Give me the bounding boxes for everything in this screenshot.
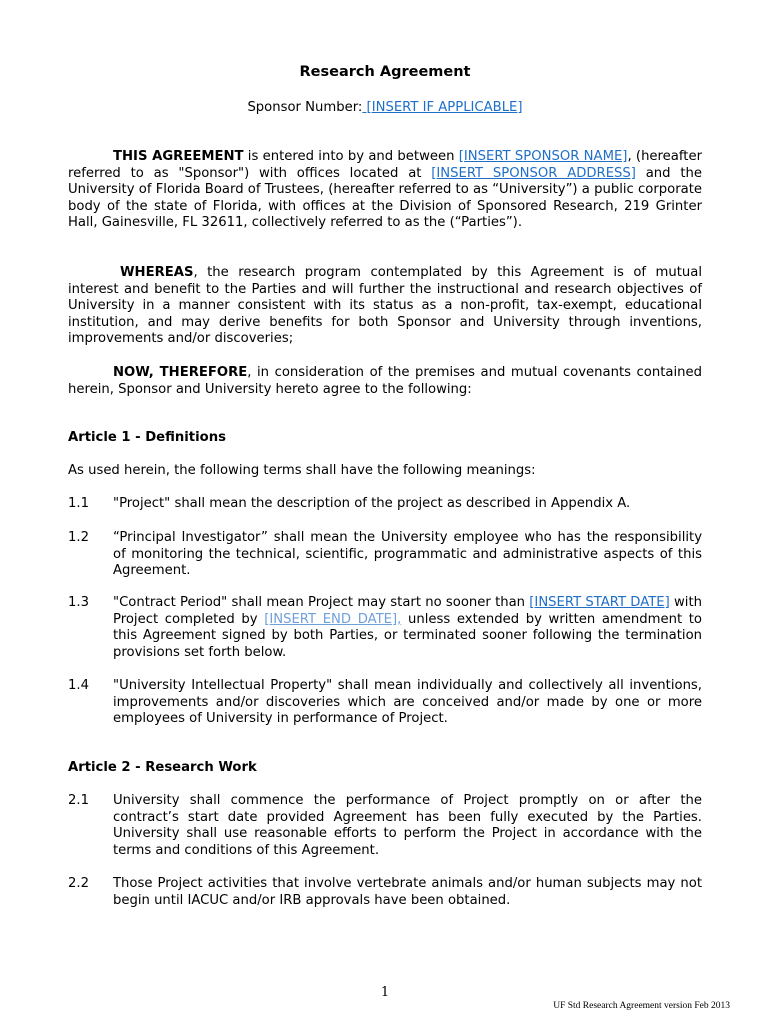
item-number: 2.2 (68, 876, 89, 891)
intro-paragraph: THIS AGREEMENT is entered into by and between [INSERT SPONSOR NAME], (hereafter referred to as "Sponsor") with offices located at [INSERT SPONSOR ADDRESS] and the University of Florida Board of Trustees, (hereafter referred to as “University”) a public corporate body of the state of Florida, with offices at the Division of Sponsored Research, 219 Grinter Hall, Gainesville, FL 32611, collectively referred to as the (“Parties”). (68, 149, 702, 231)
sponsor-address-placeholder: [INSERT SPONSOR ADDRESS] (431, 165, 636, 181)
footer-version: UF Std Research Agreement version Feb 2013 (553, 1001, 730, 1011)
item-text: “Principal Investigator” shall mean the University employee who has the responsibility of monitoring the technical, scientific, programmatic and administrative aspects of this Agreement. (113, 530, 702, 579)
sponsor-number-label: Sponsor Number: (247, 100, 363, 115)
intro-lead: THIS AGREEMENT (113, 149, 244, 164)
item-number: 1.1 (68, 496, 89, 511)
article-1-heading: Article 1 - Definitions (68, 430, 226, 445)
article-1-intro: As used herein, the following terms shall have the following meanings: (68, 463, 536, 478)
item-number: 2.1 (68, 793, 89, 808)
definition-item (68, 530, 702, 580)
sponsor-number-line (0, 100, 770, 115)
page-number: 1 (380, 985, 390, 1000)
definition-item (68, 595, 702, 661)
now-therefore-lead: NOW, THEREFORE (113, 365, 248, 380)
now-therefore-paragraph: NOW, THEREFORE, in consideration of the premises and mutual covenants contained herein, Sponsor and University hereto agree to the following: (68, 365, 702, 397)
sponsor-name-placeholder: [INSERT SPONSOR NAME] (458, 149, 628, 164)
start-date-placeholder: [INSERT START DATE] (529, 595, 670, 610)
definition-item (68, 678, 702, 728)
end-date-placeholder: [INSERT END DATE], (264, 611, 402, 627)
item-number: 1.3 (68, 595, 89, 610)
whereas-paragraph: WHEREAS, the research program contemplated by this Agreement is of mutual interest and benefit to the Parties and will further the instructional and research objectives of University in a manner consistent with its status as a non-profit, tax-exempt, educational institution, and may derive benefits for both Sponsor and University through inventions, improvements and/or discoveries; (68, 265, 702, 347)
article-2-heading: Article 2 - Research Work (68, 760, 257, 775)
document-title: Research Agreement (299, 64, 471, 80)
item-number: 1.4 (68, 678, 89, 693)
item-text: "University Intellectual Property" shall mean individually and collectively all inventions, improvements and/or discoveries which are conceived and/or made by one or more employees of University in performance of Project. (113, 678, 702, 727)
research-work-item (68, 876, 702, 909)
sponsor-number-placeholder: [INSERT IF APPLICABLE] (362, 100, 523, 115)
definition-item (68, 496, 702, 513)
whereas-lead: WHEREAS (120, 265, 194, 280)
item-text: "Project" shall mean the description of the project as described in Appendix A. (113, 496, 631, 511)
item-number: 1.2 (68, 530, 89, 545)
item-text: "Contract Period" shall mean Project may start no sooner than [INSERT START DATE] with Project completed by [INSERT END DATE], unless extended by written amendment to this Agreement signed by both Parties, or terminated sooner following the termination provisions set forth below. (113, 595, 702, 660)
item-text: Those Project activities that involve vertebrate animals and/or human subjects may not begin until IACUC and/or IRB approvals have been obtained. (113, 876, 702, 908)
item-text: University shall commence the performance of Project promptly on or after the contract’s start date provided Agreement has been fully executed by the Parties. University shall use reasonable efforts to perform the Project in accordance with the terms and conditions of this Agreement. (113, 793, 702, 858)
research-work-item (68, 793, 702, 859)
